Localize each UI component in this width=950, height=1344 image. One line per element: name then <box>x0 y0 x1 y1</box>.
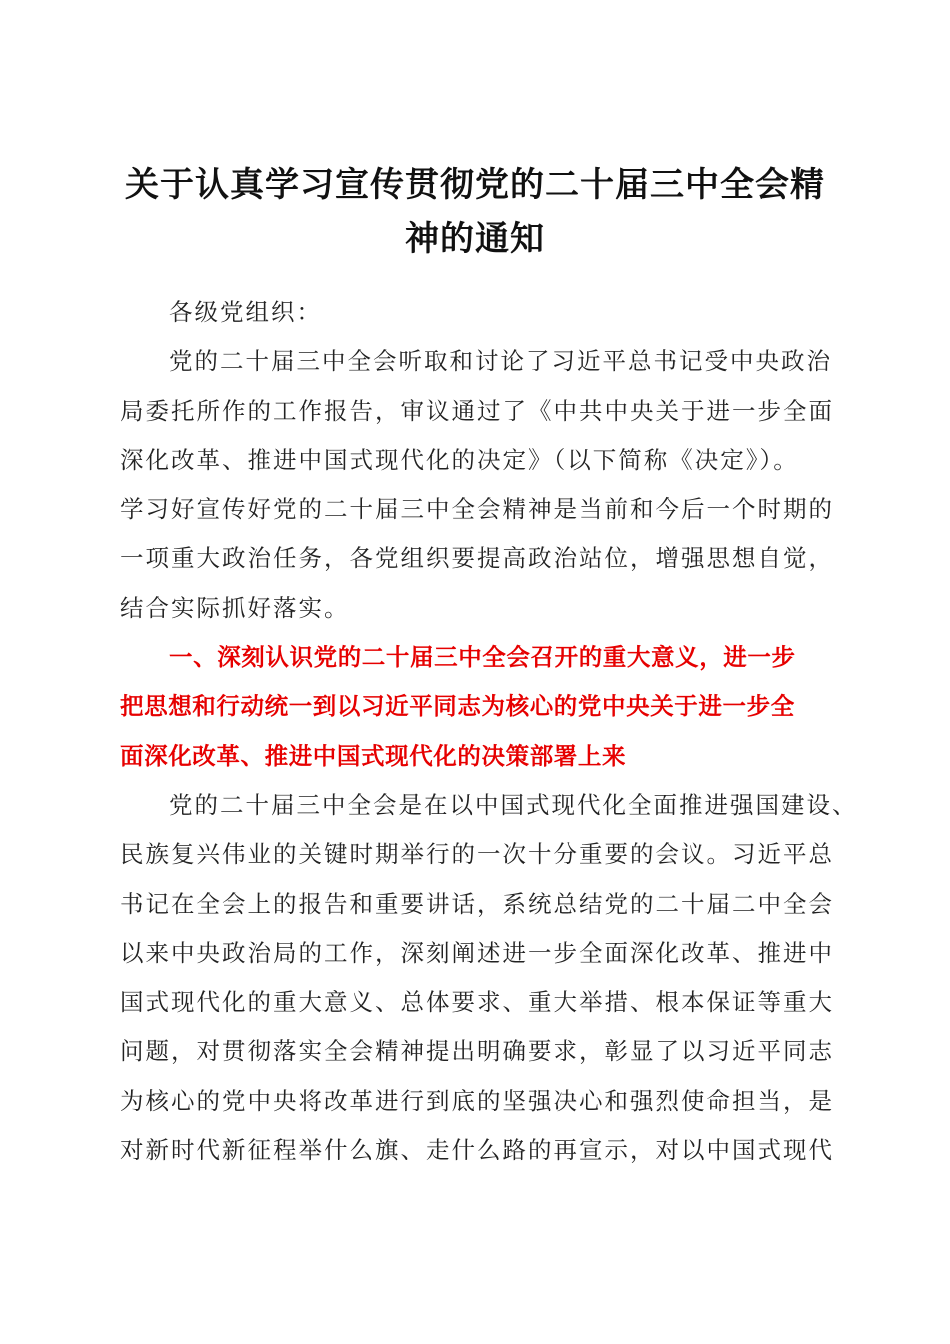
paragraph-1-line: 一项重大政治任务，各党组织要提高政治站位，增强思想自觉， <box>120 544 834 573</box>
salutation: 各级党组织： <box>169 298 322 326</box>
paragraph-2-line: 党的二十届三中全会是在以中国式现代化全面推进强国建设、 <box>169 790 858 819</box>
paragraph-2-line: 为核心的党中央将改革进行到底的坚强决心和强烈使命担当，是 <box>120 1086 834 1115</box>
paragraph-1-line: 结合实际抓好落实。 <box>120 593 350 622</box>
section-1-heading-line: 面深化改革、推进中国式现代化的决策部署上来 <box>120 741 627 770</box>
paragraph-2-line: 民族复兴伟业的关键时期举行的一次十分重要的会议。习近平总 <box>120 840 834 869</box>
section-1-heading-line: 把思想和行动统一到以习近平同志为核心的党中央关于进一步全 <box>120 692 795 721</box>
paragraph-1-line: 学习好宣传好党的二十届三中全会精神是当前和今后一个时期的 <box>120 495 834 524</box>
title-line-1: 关于认真学习宣传贯彻党的二十届三中全会精 <box>125 165 825 205</box>
title-line-2: 神的通知 <box>405 219 545 259</box>
paragraph-2-line: 书记在全会上的报告和重要讲话，系统总结党的二十届二中全会 <box>120 889 834 918</box>
paragraph-1-line: 深化改革、推进中国式现代化的决定》（以下简称《决定》）。 <box>120 445 799 474</box>
document-body <box>120 288 858 1175</box>
paragraph-1-line: 局委托所作的工作报告，审议通过了《中共中央关于进一步全面 <box>120 396 834 425</box>
paragraph-2-line: 问题，对贯彻落实全会精神提出明确要求，彰显了以习近平同志 <box>120 1037 834 1066</box>
paragraph-2-line: 国式现代化的重大意义、总体要求、重大举措、根本保证等重大 <box>120 988 834 1017</box>
paragraph-2-line: 以来中央政治局的工作，深刻阐述进一步全面深化改革、推进中 <box>120 938 834 967</box>
paragraph-2-line: 对新时代新征程举什么旗、走什么路的再宣示，对以中国式现代 <box>120 1136 834 1165</box>
section-1-heading-line: 一、深刻认识党的二十届三中全会召开的重大意义，进一步 <box>169 643 796 672</box>
document-title <box>110 158 840 266</box>
paragraph-1-line: 党的二十届三中全会听取和讨论了习近平总书记受中央政治 <box>169 347 832 376</box>
